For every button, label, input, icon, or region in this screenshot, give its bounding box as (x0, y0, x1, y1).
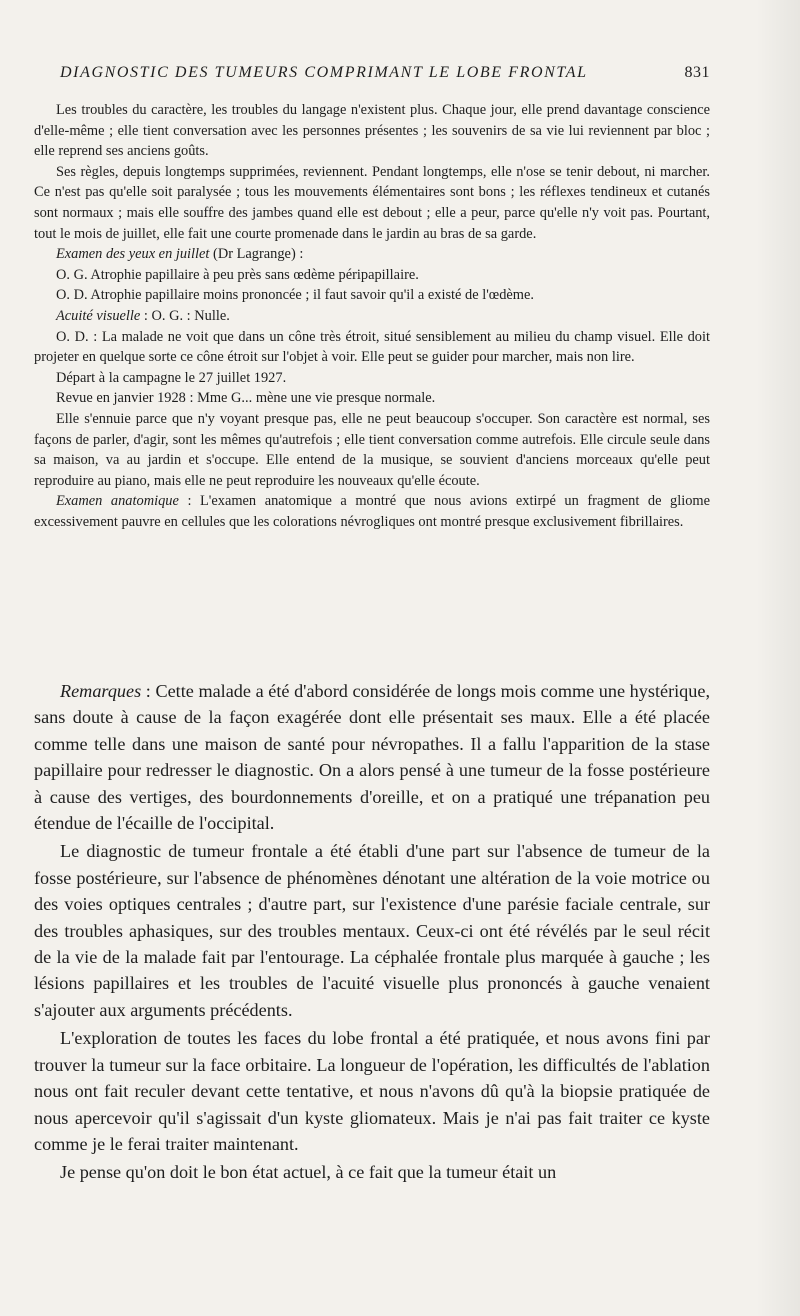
remarks-label: Remarques (60, 681, 142, 701)
running-title: DIAGNOSTIC DES TUMEURS COMPRIMANT LE LOBE FRONTAL (60, 64, 588, 81)
paragraph: Départ à la campagne le 27 juillet 1927. (56, 369, 287, 386)
paragraph: Je pense qu'on doit le bon état actuel, à ce fait que la tumeur était un (60, 1162, 557, 1183)
paragraph: O. D. Atrophie papillaire moins prononcée ; il faut savoir qu'il a existé de l'œdème. (56, 287, 534, 304)
paragraph (34, 678, 710, 836)
paragraph (34, 491, 710, 532)
acuity-label: Acuité visuelle (56, 307, 141, 324)
paragraph: Ses règles, depuis longtemps supprimées, reviennent. Pendant longtemps, elle n'ose se tenir debout, ni marcher. Ce n'est pas qu'elle soit paralysée ; tous les mouvements élémentaires sont bons ; les réflexes tendineux et cutanés sont normaux ; mais elle souffre des jambes quand elle est debout ; elle a peur, parce qu'elle n'y voit pas. Pourtant, tout le mois de juillet, elle fait une courte promenade dans le jardin au bras de sa garde. (34, 163, 710, 242)
page-number: 831 (684, 64, 710, 81)
anatomy-label: Examen anatomique (56, 493, 179, 510)
running-header (60, 64, 710, 82)
paragraph: L'exploration de toutes les faces du lobe frontal a été pratiquée, et nous avons fini par trouver la tumeur sur la face orbitaire. La longueur de l'opération, les difficultés de l'ablation nous ont fait reculer devant cette tentative, et nous n'avons dû qu'à la biopsie pratiquée de nous apercevoir qu'il s'agissait d'un kyste gliomateux. Mais je n'ai pas fait traiter ce kyste comme je le ferai traiter maintenant. (34, 1028, 710, 1154)
acuity-text: : O. G. : Nulle. (140, 307, 230, 324)
eye-exam-label: Examen des yeux en juillet (56, 246, 210, 263)
paragraph (34, 306, 710, 327)
paragraph: O. G. Atrophie papillaire à peu près sans œdème péripapillaire. (56, 266, 419, 283)
eye-exam-text: (Dr Lagrange) : (209, 246, 304, 263)
paragraph: Les troubles du caractère, les troubles du langage n'existent plus. Chaque jour, elle prend davantage conscience d'elle-même ; elle tient conversation avec les personnes présentes ; les souvenirs de sa vie lui reviennent par bloc ; elle reprend ses anciens goûts. (34, 102, 710, 160)
paragraph: O. D. : La malade ne voit que dans un cône très étroit, situé sensiblement au milieu du champ visuel. Elle doit projeter en quelque sorte ce cône étroit sur l'objet à voir. Elle peut se guider pour marcher, mais non lire. (34, 328, 710, 366)
page-edge-shadow (756, 0, 800, 1316)
paragraph: Le diagnostic de tumeur frontale a été établi d'une part sur l'absence de tumeur de la fosse postérieure, sur l'absence de phénomènes dénotant une altération de la voie motrice ou des voies optiques centrales ; d'autre part, sur l'existence d'une parésie faciale centrale, sur des troubles aphasiques, sur des troubles mentaux. Ceux-ci ont été révélés par le seul récit de la vie de la malade fait par l'entourage. La céphalée frontale plus marquée à gauche ; les lésions papillaires et les troubles de l'acuité visuelle plus prononcés à gauche venaient s'ajouter aux arguments précédents. (34, 841, 710, 1020)
case-notes (34, 100, 710, 532)
paragraph (34, 244, 710, 265)
paragraph: Elle s'ennuie parce que n'y voyant presque pas, elle ne peut beaucoup s'occuper. Son caractère est normal, ses façons de parler, d'agir, sont les mêmes qu'autrefois ; elle tient conversation comme autrefois. Elle circule seule dans sa maison, va au jardin et s'occupe. Elle entend de la musique, se souvient d'anciens morceaux qu'elle peut reproduire au piano, mais elle ne peut reproduire les nouveaux qu'elle écoute. (34, 410, 710, 489)
anatomy-text: : L'examen anatomique a montré que nous avions extirpé un fragment de gliome excessivement pauvre en cellules que les colorations névrogliques ont montré presque exclusivement fibrillaires. (34, 493, 710, 530)
remarks-text: : Cette malade a été d'abord considérée de longs mois comme une hystérique, sans doute à cause de la façon exagérée dont elle présentait ses maux. Elle a été placée comme telle dans une maison de santé pour névropathes. Il a fallu l'apparition de la stase papillaire pour redresser le diagnostic. On a alors pensé à une tumeur de la fosse postérieure à cause des vertiges, des bourdonnements d'oreille, et on a pratiqué une trépanation peu étendue de l'écaille de l'occipital. (34, 681, 710, 834)
remarks-section (34, 678, 710, 1188)
paragraph: Revue en janvier 1928 : Mme G... mène une vie presque normale. (56, 390, 436, 407)
